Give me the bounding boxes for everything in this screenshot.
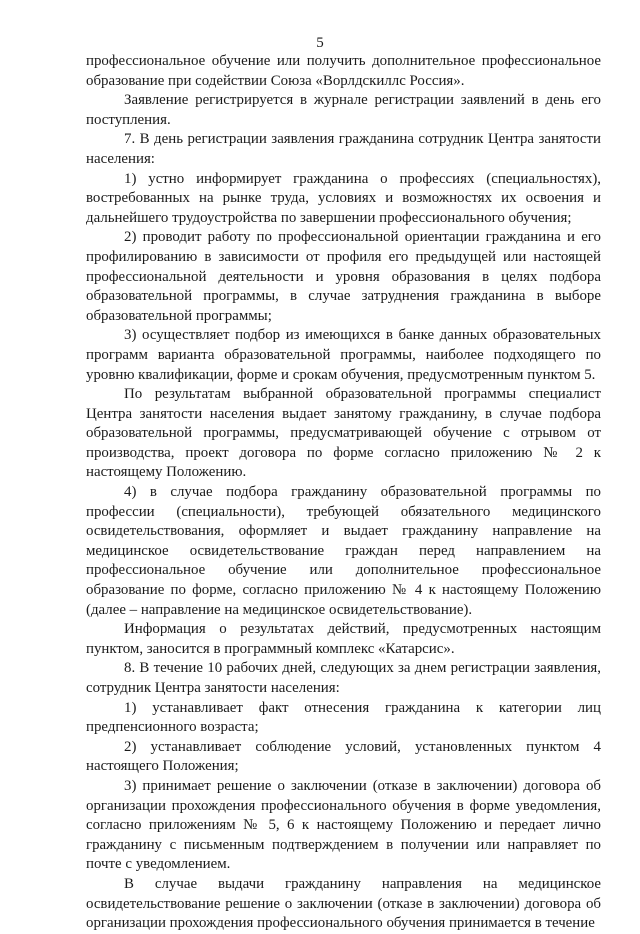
document-body <box>86 52 601 934</box>
paragraph-continuation: профессиональное обучение или получить дополнительное профессиональное образование при содействии Союза «Ворлдскиллс Россия». <box>86 53 601 89</box>
paragraph-7-2: 2) проводит работу по профессиональной ориентации гражданина и его профилированию в зависимости от профиля его предыдущей или настоящей профессиональной деятельности и уровня образования в целях подбора образовательной программы, в случае затруднения гражданина в выборе образовательной программы; <box>86 229 601 324</box>
paragraph-8-3: 3) принимает решение о заключении (отказе в заключении) договора об организации прохождения профессионального обучения в форме уведомления, согласно приложениям № 5, 6 к настоящему Положению и передает лично гражданину с письменным подтверждением в получении или направляет по почте с уведомлением. <box>86 777 601 873</box>
paragraph-program-results: По результатам выбранной образовательной программы специалист Центра занятости населения выдает занятому гражданину, в случае подбора образовательной программы, предусматривающей обучение с отрывом от производства, проект договора по форме согласно приложению № 2 к настоящему Положению. <box>86 386 601 481</box>
paragraph-item-8: 8. В течение 10 рабочих дней, следующих за днем регистрации заявления, сотрудник Центра занятости населения: <box>86 660 601 696</box>
page-number: 5 <box>316 35 324 51</box>
paragraph-7-1: 1) устно информирует гражданина о профессиях (специальностях), востребованных на рынке труда, условиях и возможностях их освоения и дальнейшего трудоустройства по завершении профессионального обучения; <box>86 170 601 226</box>
paragraph-7-4: 4) в случае подбора гражданину образовательной программы по профессии (специальности), требующей обязательного медицинского освидетельствования, оформляет и выдает гражданину направление на медицинское освидетельствование граждан перед направлением на профессиональное обучение или дополнительное профессиональное образование по форме, согласно приложению № 4 к настоящему Положению (далее – направление на медицинское освидетельствование). <box>86 484 601 618</box>
paragraph-registration: Заявление регистрируется в журнале регистрации заявлений в день его поступления. <box>86 92 601 128</box>
paragraph-katarsis-info: Информация о результатах действий, предусмотренных настоящим пунктом, заносится в программный комплекс «Катарсис». <box>86 621 601 657</box>
paragraph-7-3: 3) осуществляет подбор из имеющихся в банке данных образовательных программ варианта образовательной программы, наиболее подходящего по уровню квалификации, форме и срокам обучения, предусмотренным пунктом 5. <box>86 327 601 383</box>
paragraph-8-1: 1) устанавливает факт отнесения гражданина к категории лиц предпенсионного возраста; <box>86 699 601 736</box>
paragraph-item-7: 7. В день регистрации заявления гражданина сотрудник Центра занятости населения: <box>86 131 601 167</box>
paragraph-medical-case: В случае выдачи гражданину направления на медицинское освидетельствование решение о заключении (отказе в заключении) договора об организации прохождения профессионального обучения принимается в течение <box>86 875 601 932</box>
paragraph-8-2: 2) устанавливает соблюдение условий, установленных пунктом 4 настоящего Положения; <box>86 738 601 775</box>
